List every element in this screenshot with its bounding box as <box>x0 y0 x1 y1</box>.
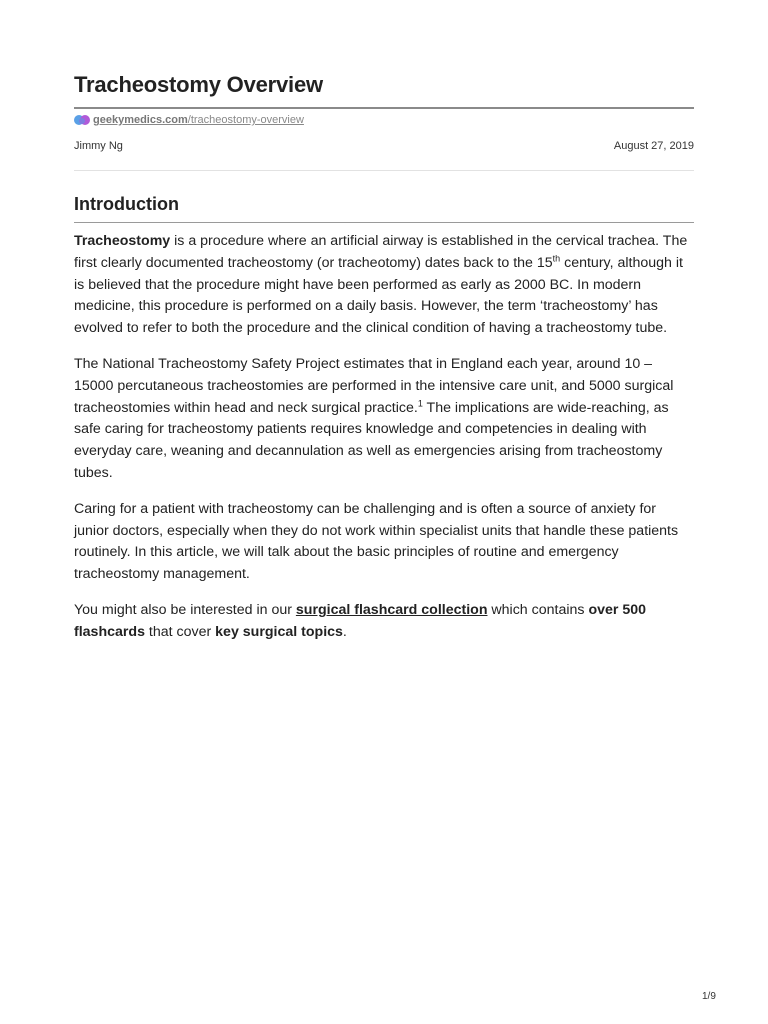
section-heading: Introduction <box>74 194 179 214</box>
source-domain: geekymedics.com <box>93 114 188 126</box>
paragraph-4-text-c: that cover <box>144 623 216 640</box>
flashcard-collection-link[interactable]: surgical flashcard collection <box>295 601 488 618</box>
paragraph-4-text-d: . <box>342 623 347 640</box>
superscript-th: th <box>552 253 561 264</box>
paragraph-1 <box>74 231 694 340</box>
title-divider <box>74 107 694 109</box>
paragraph-4-text-a: You might also be interested in our <box>74 601 296 618</box>
page-title: Tracheostomy Overview <box>74 72 323 97</box>
paragraph-3: Caring for a patient with tracheostomy can be challenging and is often a source of anxiety for junior doctors, especially when they do not work within specialist units that handle these patients routinely. In this article, we will talk about the basic principles of routine and emergency tracheostomy management. <box>74 500 679 583</box>
page-number: 1/9 <box>702 991 716 1002</box>
footnote-ref-1[interactable]: 1 <box>417 397 423 408</box>
paragraph-2-text-b: The implications are wide-reaching, as safe caring for tracheostomy patients requires knowledge and competencies in dealing with everyday care, weaning and decannulation as well as emergencies arising from tracheostomy tubes. <box>74 399 669 481</box>
paragraph-1-text-b: century, although it is believed that the procedure might have been performed as early as 2000 BC. In modern medicine, this procedure is performed on a daily basis. However, the term ‘tracheostomy’ has evolved to refer to both the procedure and the clinical condition of having a tracheostomy tube. <box>74 254 683 337</box>
paragraph-4 <box>74 600 694 644</box>
paragraph-2-text-a: The National Tracheostomy Safety Project estimates that in England each year, around 10 – 15000 percutaneous tracheostomies are performed in the intensive care unit, and 5000 surgical tracheostomies within head and neck surgical practice. <box>74 355 674 416</box>
meta-divider <box>74 170 694 171</box>
article-body <box>74 231 694 658</box>
paragraph-4-text-b: which contains <box>487 601 589 618</box>
paragraph-2 <box>74 354 694 485</box>
source-link[interactable] <box>93 114 304 126</box>
paragraph-1-text-a: is a procedure where an artificial airway is established in the cervical trachea. The first clearly documented tracheostomy (or tracheotomy) dates back to the 15 <box>74 233 688 271</box>
source-path: /tracheostomy-overview <box>187 114 304 126</box>
section-divider <box>74 222 694 223</box>
source-line <box>74 114 304 126</box>
author-name: Jimmy Ng <box>74 140 123 152</box>
bold-flashcard-count: over 500 flashcards <box>74 601 647 640</box>
publish-date: August 27, 2019 <box>613 140 694 152</box>
brain-icon <box>74 114 90 126</box>
term-tracheostomy: Tracheostomy <box>74 233 171 249</box>
bold-key-topics: key surgical topics <box>215 623 343 640</box>
